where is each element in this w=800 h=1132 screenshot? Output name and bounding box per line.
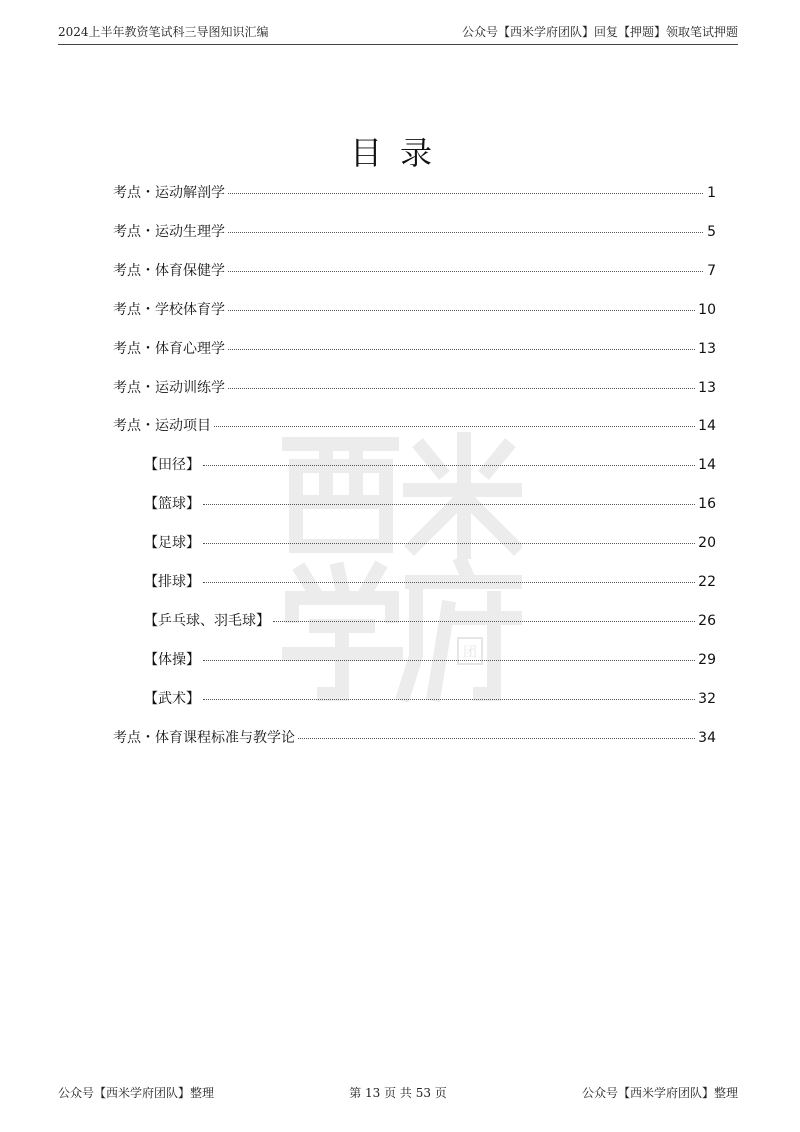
page-header [58,18,738,45]
toc-dot-leader [228,388,695,389]
toc-dot-leader [228,271,703,272]
watermark-stamp-text: 团 [463,645,477,661]
toc-entry[interactable] [144,454,716,476]
toc-entry-label: 【排球】 [144,574,200,590]
toc-entry-page-number: 16 [698,496,716,513]
toc-entry-page-number: 5 [707,223,716,240]
toc-entry[interactable] [144,649,716,671]
toc-entry-label: 【篮球】 [144,496,200,513]
toc-dot-leader [228,232,703,233]
toc-dot-leader [203,582,695,583]
toc-entry-page-number: 10 [698,301,716,318]
toc-entry-page-number: 14 [698,418,716,435]
toc-entry-page-number: 13 [698,340,716,357]
toc-entry-label: 考点・体育心理学 [113,340,225,357]
toc-dot-leader [228,193,703,194]
toc-entry-label: 【足球】 [144,535,200,552]
toc-entry-label: 考点・运动解剖学 [113,185,225,201]
toc-dot-leader [203,660,695,661]
toc-entry-label: 考点・运动生理学 [113,223,225,240]
toc-dot-leader [228,310,695,311]
toc-entry-label: 考点・运动项目 [113,418,211,435]
toc-entry[interactable] [113,415,716,437]
toc-dot-leader [203,465,695,466]
toc-dot-leader [203,699,695,700]
toc-entry[interactable] [144,493,716,515]
toc-entry[interactable] [144,532,716,554]
toc-entry-page-number: 20 [698,535,716,552]
toc-entry[interactable] [113,182,716,204]
toc-entry-label: 考点・学校体育学 [113,301,225,318]
toc-dot-leader [214,426,695,427]
toc-entry-label: 【武术】 [144,690,200,707]
toc-entry-label: 【田径】 [144,457,200,474]
toc-entry-page-number: 1 [707,185,716,201]
toc-entry[interactable] [113,338,716,360]
toc-dot-leader [273,621,695,622]
toc-entry[interactable] [144,571,716,593]
toc-entry-page-number: 22 [698,574,716,590]
toc-entry[interactable] [113,299,716,321]
toc-dot-leader [203,543,695,544]
toc-entry-label: 考点・体育课程标准与教学论 [113,729,295,746]
footer-right-text: 公众号【西米学府团队】整理 [581,1086,738,1100]
toc-dot-leader [228,349,695,350]
footer-left-text: 公众号【西米学府团队】整理 [58,1086,215,1100]
toc-entry-page-number: 14 [698,457,716,474]
toc-dot-leader [298,738,695,739]
toc-entry-page-number: 34 [698,729,716,746]
toc-entry-page-number: 13 [698,379,716,396]
toc-entry-label: 【乒乓球、羽毛球】 [144,612,270,629]
toc-entry[interactable] [144,688,716,710]
toc-dot-leader [203,504,695,505]
page-footer [58,1084,738,1106]
toc-entry[interactable] [113,260,716,282]
toc-entry-page-number: 26 [698,612,716,629]
toc-entry[interactable] [113,377,716,399]
page-title: 目录 [349,134,450,172]
toc-entry[interactable] [144,610,716,632]
toc-entry-page-number: 29 [698,651,716,668]
toc-entry[interactable] [113,727,716,749]
footer-page-number: 第 13 页 共 53 页 [349,1086,447,1100]
toc-entry-page-number: 32 [698,690,716,707]
toc-entry-label: 【体操】 [144,651,200,668]
toc-entry[interactable] [113,221,716,243]
toc-entry-label: 考点・运动训练学 [113,379,225,396]
toc-entry-label: 考点・体育保健学 [113,262,225,279]
toc-entry-page-number: 7 [707,262,716,279]
header-right-text: 公众号【西米学府团队】回复【押题】领取笔试押题 [461,25,738,39]
header-left-text: 2024上半年教资笔试科三导图知识汇编 [58,25,269,39]
